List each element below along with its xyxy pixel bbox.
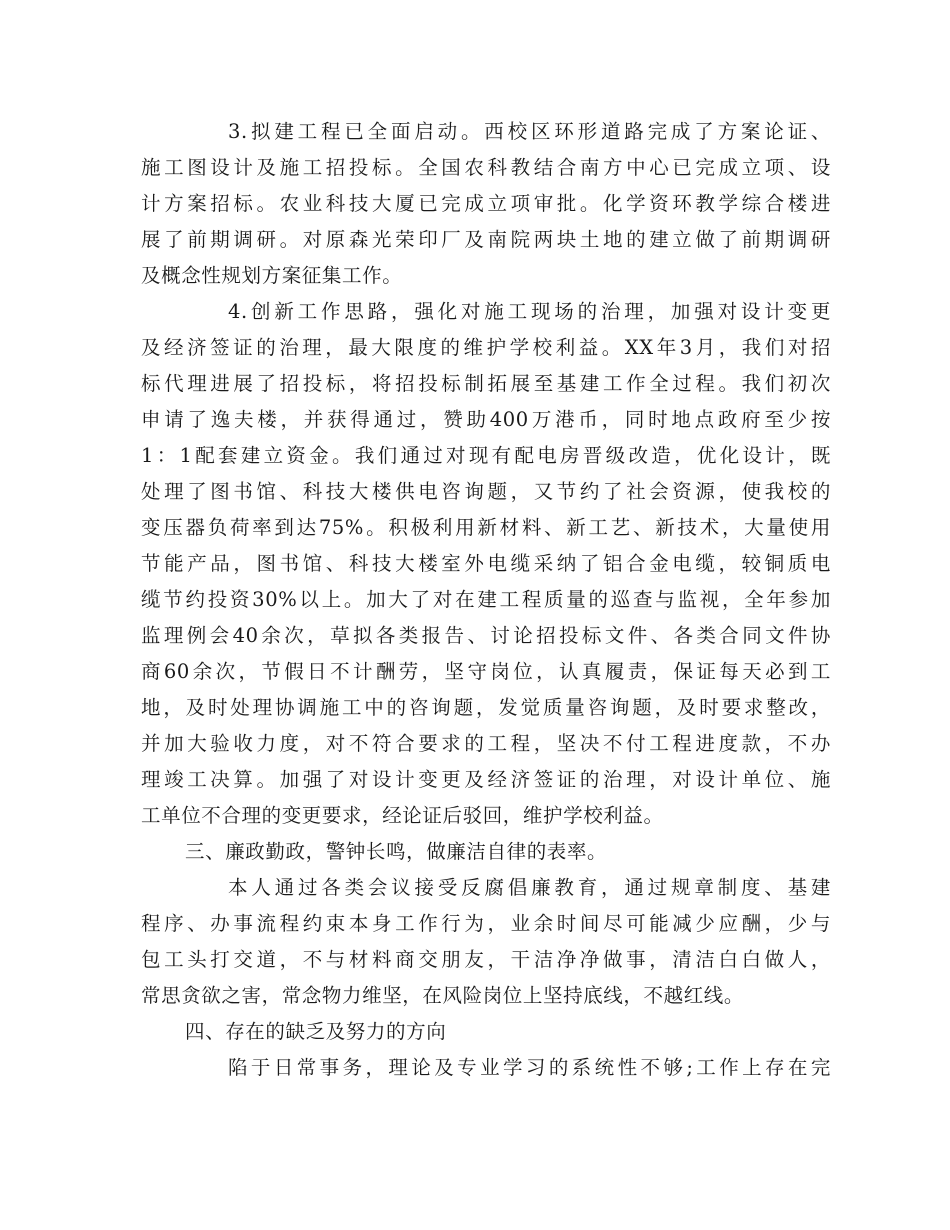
integrity-paragraph-line-3: 包工头打交道，不与材料商交朋友，干洁净净做事，清洁白白做人， (141, 948, 831, 971)
paragraph-4-line-4: 申请了逸夫楼，并获得通过，赞助400万港币，同时地点政府至少按 (141, 408, 831, 431)
paragraph-4-line-12: 地，及时处理协调施工中的咨询题，发觉质量咨询题，及时要求整改， (141, 696, 831, 719)
section-heading-3: 三、廉政勤政，警钟长鸣，做廉洁自律的表率。 (185, 840, 608, 863)
integrity-paragraph-line-2: 程序、办事流程约束本身工作行为，业余时间尽可能减少应酬，少与 (141, 912, 831, 935)
paragraph-4-line-14: 理竣工决算。加强了对设计变更及经济签证的治理，对设计单位、施 (141, 768, 831, 791)
paragraph-3-line-3: 计方案招标。农业科技大厦已完成立项审批。化学资环教学综合楼进 (141, 192, 831, 215)
paragraph-4-line-10: 监理例会40余次，草拟各类报告、讨论招投标文件、各类合同文件协 (141, 624, 831, 647)
paragraph-4-line-3: 标代理进展了招投标，将招投标制拓展至基建工作全过程。我们初次 (141, 372, 831, 395)
paragraph-3-line-4: 展了前期调研。对原森光荣印厂及南院两块土地的建立做了前期调研 (141, 228, 831, 251)
paragraph-4-line-9: 缆节约投资30%以上。加大了对在建工程质量的巡查与监视，全年参加 (141, 588, 831, 611)
paragraph-4-line-6: 处理了图书馆、科技大楼供电咨询题，又节约了社会资源，使我校的 (141, 480, 831, 503)
paragraph-4-line-2: 及经济签证的治理，最大限度的维护学校利益。XX年3月，我们对招 (141, 336, 831, 359)
paragraph-4-line-13: 并加大验收力度，对不符合要求的工程，坚决不付工程进度款，不办 (141, 732, 831, 755)
integrity-paragraph-line-4: 常思贪欲之害，常念物力维坚，在风险岗位上坚持底线，不越红线。 (141, 984, 745, 1007)
paragraph-4-line-5: 1：1配套建立资金。我们通过对现有配电房晋级改造，优化设计，既 (141, 444, 831, 467)
paragraph-3-line-2: 施工图设计及施工招投标。全国农科教结合南方中心已完成立项、设 (141, 156, 831, 179)
paragraph-4-line-15: 工单位不合理的变更要求，经论证后驳回，维护学校利益。 (141, 804, 664, 827)
section-heading-4: 四、存在的缺乏及努力的方向 (185, 1020, 447, 1043)
paragraph-4-line-8: 节能产品，图书馆、科技大楼室外电缆采纳了铝合金电缆，较铜质电 (141, 552, 831, 575)
paragraph-4-line-11: 商60余次，节假日不计酬劳，坚守岗位，认真履责，保证每天必到工 (141, 660, 831, 683)
paragraph-4-line-1: 4.创新工作思路，强化对施工现场的治理，加强对设计变更 (228, 300, 831, 323)
paragraph-4-line-7: 变压器负荷率到达75%。积极利用新材料、新工艺、新技术，大量使用 (141, 516, 831, 539)
integrity-paragraph-line-1: 本人通过各类会议接受反腐倡廉教育，通过规章制度、基建 (228, 876, 831, 899)
paragraph-3-line-1: 3.拟建工程已全面启动。西校区环形道路完成了方案论证、 (228, 120, 831, 143)
shortcomings-paragraph-line-1: 陷于日常事务，理论及专业学习的系统性不够;工作上存在完 (228, 1056, 831, 1079)
paragraph-3-line-5: 及概念性规划方案征集工作。 (141, 264, 403, 287)
